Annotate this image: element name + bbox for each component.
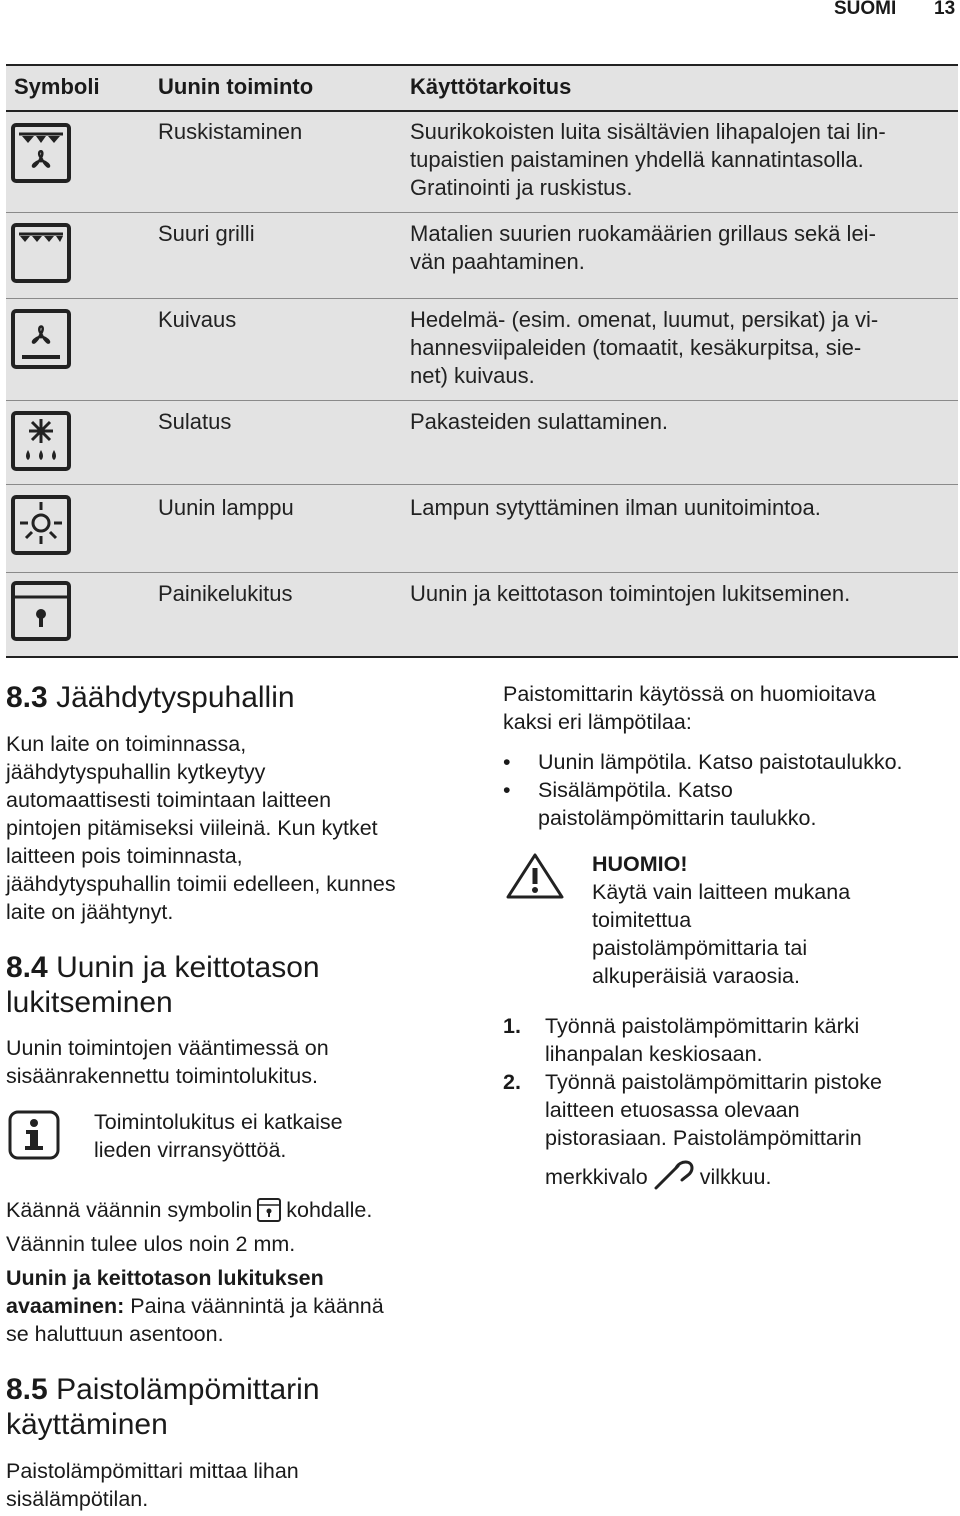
table-cell-function: Suuri grilli <box>158 221 255 246</box>
page-number: 13 <box>934 0 956 19</box>
table-cell-purpose: Suurikokoisten luita sisältävien lihapalojen tai lin- tupaistien paistaminen yhdellä kannatintasolla. Gratinointi ja ruskistus. <box>410 119 886 200</box>
oven-lamp-icon <box>10 494 72 556</box>
turn-knob-instruction: Käännä väännin symbolin kohdalle. Väännin tulee ulos noin 2 mm. <box>6 1198 373 1256</box>
table-cell-purpose: Lampun sytyttäminen ilman uunitoimintoa. <box>410 495 821 520</box>
table-cell-purpose: Uunin ja keittotason toimintojen lukitseminen. <box>410 581 851 606</box>
table-cell-function: Painikelukitus <box>158 581 293 606</box>
bullet-marker: • <box>503 750 511 774</box>
grill-fan-icon <box>10 122 72 184</box>
section-8-3-text: Kun laite on toiminnassa, jäähdytyspuhallin kytkeytyy automaattisesti toimintaan laitteen pintojen pitämiseksi viileinä. Kun kytket laitteen pois toiminnasta, jäähdytyspuhallin toimii edelleen, kunnes laite on jäähtynyt. <box>6 732 396 924</box>
table-cell-purpose: Pakasteiden sulattaminen. <box>410 409 669 434</box>
bullet-marker: • <box>503 778 511 802</box>
table-cell-function: Uunin lamppu <box>158 495 294 520</box>
defrost-icon <box>10 410 72 472</box>
child-lock-icon <box>256 1197 282 1230</box>
table-row-divider <box>6 212 958 213</box>
info-note-text: Toimintolukitus ei katkaise lieden virransyöttöä. <box>94 1110 343 1162</box>
table-header-symbol: Symboli <box>14 74 100 99</box>
info-icon <box>8 1110 60 1165</box>
list-item: Sisälämpötila. Katso paistolämpömittarin taulukko. <box>538 778 817 830</box>
warning-note: HUOMIO! Käytä vain laitteen mukana toimitettua paistolämpömittaria tai alkuperäisiä varaosia. <box>592 852 851 988</box>
table-cell-function: Ruskistaminen <box>158 119 303 144</box>
table-row-divider <box>6 572 958 573</box>
meat-probe-icon <box>652 1158 696 1197</box>
warning-title: HUOMIO! <box>592 852 688 876</box>
table-header-function: Uunin toiminto <box>158 74 314 99</box>
step-number: 2. <box>503 1070 521 1094</box>
table-header-purpose: Käyttötarkoitus <box>410 74 572 99</box>
step-text: Työnnä paistolämpömittarin pistoke laitteen etuosassa olevaan pistorasiaan. Paistolämpömittarin merkkivalo vilkkuu. <box>545 1068 882 1197</box>
table-row-divider <box>6 484 958 485</box>
fan-drying-icon <box>10 308 72 370</box>
step-text: Työnnä paistolämpömittarin kärki lihanpalan keskiosaan. <box>545 1014 860 1066</box>
warning-icon <box>505 852 565 905</box>
child-lock-icon <box>10 580 72 642</box>
table-header-divider <box>6 110 958 112</box>
section-heading-8-4: 8.4 Uunin ja keittotason lukitseminen <box>6 951 320 1019</box>
table-cell-function: Sulatus <box>158 409 232 434</box>
header-language: SUOMI <box>834 0 897 19</box>
probe-intro-text: Paistomittarin käytössä on huomioitava kaksi eri lämpötilaa: <box>503 682 876 734</box>
table-row-divider <box>6 400 958 401</box>
section-8-5-text: Paistolämpömittari mittaa lihan sisälämpötilan. <box>6 1459 299 1511</box>
section-heading-8-3: 8.3 Jäähdytyspuhallin <box>6 681 295 714</box>
list-item: Uunin lämpötila. Katso paistotaulukko. <box>538 750 903 774</box>
table-cell-purpose: Hedelmä- (esim. omenat, luumut, persikat) ja vi- hannesviipaleiden (tomaatit, kesäkurpitsa, sie- net) kuivaus. <box>410 307 879 388</box>
table-cell-purpose: Matalien suurien ruokamäärien grillaus sekä lei- vän paahtaminen. <box>410 221 876 274</box>
step-number: 1. <box>503 1014 521 1038</box>
section-heading-8-5: 8.5 Paistolämpömittarin käyttäminen <box>6 1373 320 1441</box>
table-row-divider <box>6 298 958 299</box>
section-8-4-text: Uunin toimintojen vääntimessä on sisäänrakennettu toimintolukitus. <box>6 1036 329 1088</box>
table-cell-function: Kuivaus <box>158 307 237 332</box>
full-grill-icon <box>10 222 72 284</box>
unlock-instruction: Uunin ja keittotason lukituksen avaaminen: Paina väännintä ja käännä se haluttuun asentoon. <box>6 1266 384 1346</box>
